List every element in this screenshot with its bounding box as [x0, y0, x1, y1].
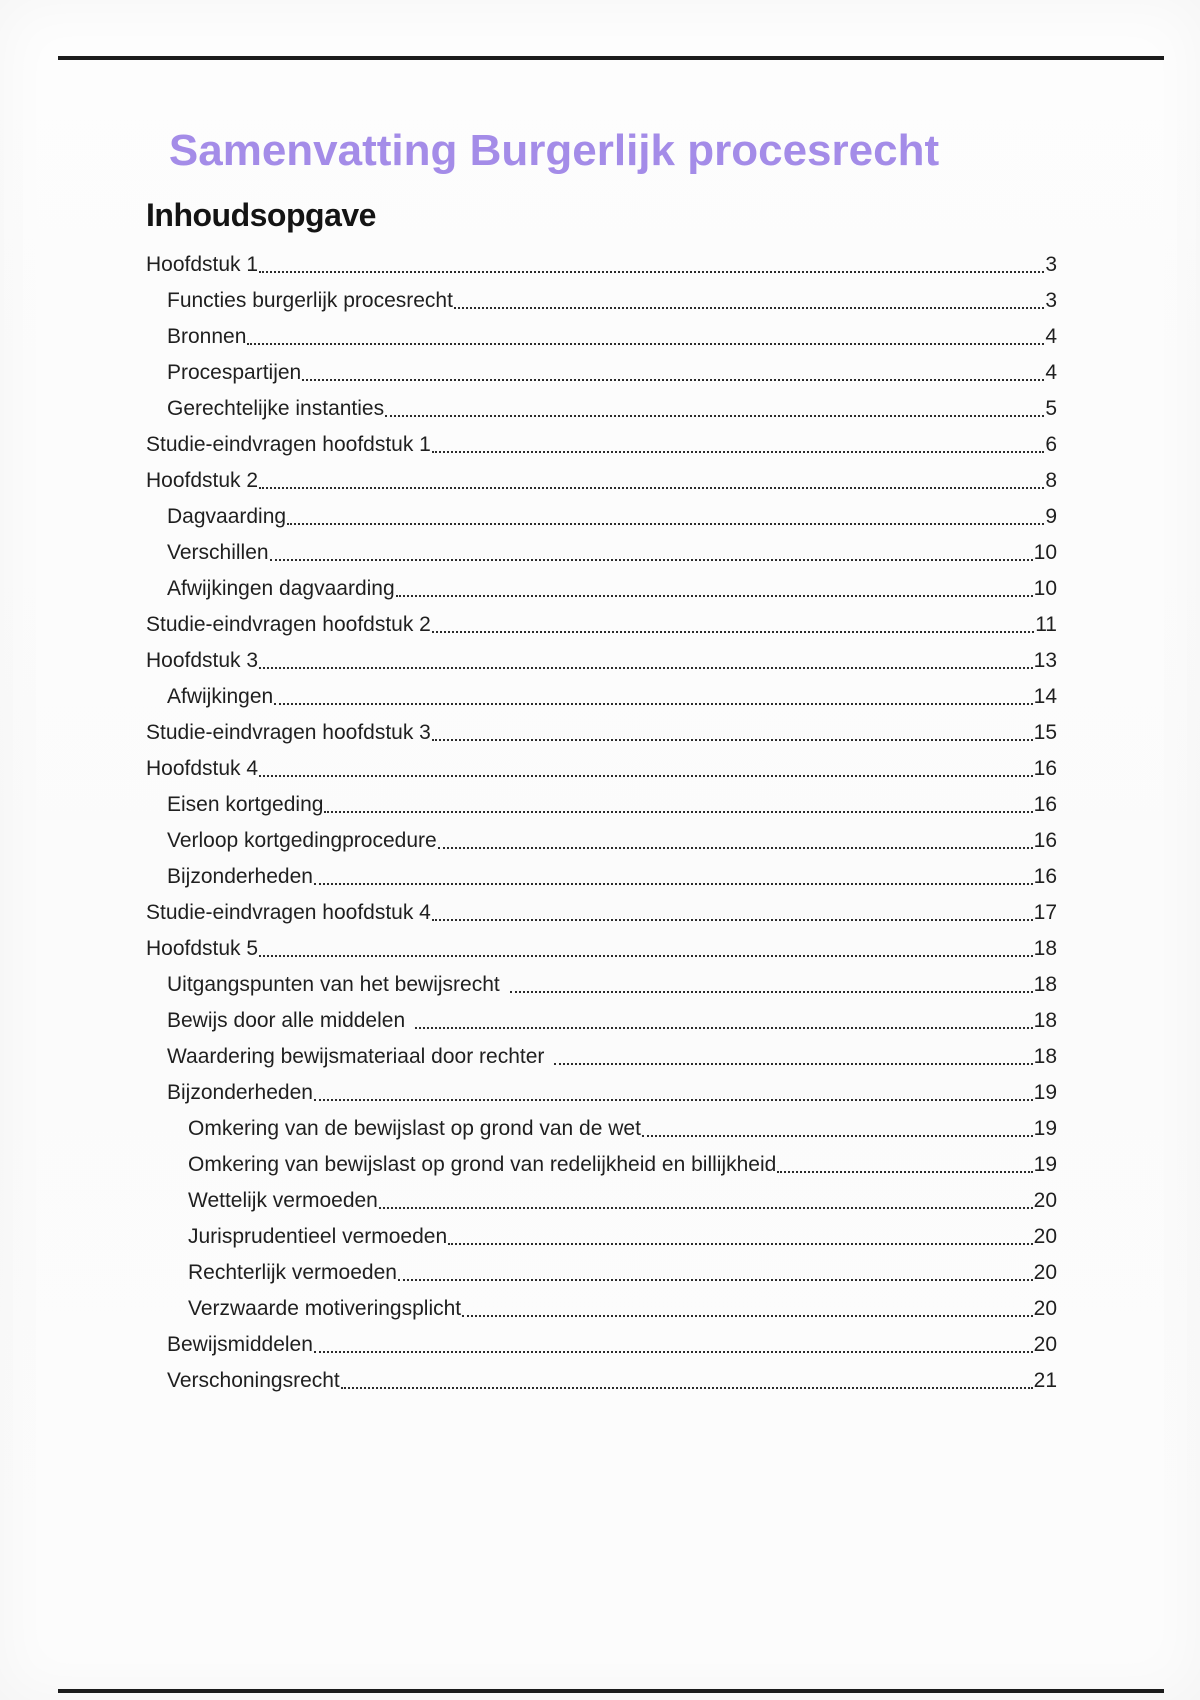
toc-leader-dots: [448, 1243, 1032, 1245]
toc-entry-page: 21: [1033, 1369, 1057, 1392]
toc-entry-page: 15: [1033, 721, 1057, 744]
toc-entry-label: Bijzonderheden: [167, 865, 313, 888]
toc-leader-dots: [314, 883, 1033, 885]
toc-entry-page: 20: [1033, 1225, 1057, 1248]
toc-leader-dots: [259, 667, 1033, 669]
toc-entry-page: 13: [1033, 649, 1057, 672]
toc-entry-page: 18: [1033, 937, 1057, 960]
toc-entry-label: Afwijkingen: [167, 685, 274, 708]
toc-entry-label: Verzwaarde motiveringsplicht: [188, 1297, 462, 1320]
toc-entry: [146, 648, 1057, 673]
toc-entry: [146, 576, 1057, 601]
toc-entry-page: 19: [1033, 1081, 1057, 1104]
toc-entry-page: 20: [1033, 1189, 1057, 1212]
toc-entry: [146, 1224, 1057, 1249]
toc-leader-dots: [462, 1315, 1033, 1317]
toc-entry: [146, 360, 1057, 385]
toc-entry-label: Rechterlijk vermoeden: [188, 1261, 397, 1284]
toc-leader-dots: [432, 631, 1034, 633]
toc-entry-label: Functies burgerlijk procesrecht: [167, 289, 453, 312]
toc-entry-label: Hoofdstuk 4: [146, 757, 259, 780]
table-of-contents: [146, 252, 1057, 1404]
toc-entry-page: 16: [1033, 757, 1057, 780]
toc-entry-label: Hoofdstuk 1: [146, 253, 259, 276]
toc-entry-label: Gerechtelijke instanties: [167, 397, 385, 420]
toc-entry-label: Procespartijen: [167, 361, 302, 384]
toc-entry: [146, 324, 1057, 349]
toc-entry-label: Studie-eindvragen hoofdstuk 3: [146, 721, 431, 744]
toc-entry-label: Verschoningsrecht: [167, 1369, 340, 1392]
toc-entry-page: 8: [1045, 469, 1057, 492]
toc-entry-page: 4: [1045, 361, 1057, 384]
toc-entry-page: 14: [1033, 685, 1057, 708]
toc-entry-label: Bewijs door alle middelen: [167, 1009, 406, 1032]
toc-entry: [146, 396, 1057, 421]
toc-entry-label: Studie-eindvragen hoofdstuk 4: [146, 901, 431, 924]
toc-entry-label: Bijzonderheden: [167, 1081, 313, 1104]
toc-leader-dots: [642, 1135, 1033, 1137]
toc-entry: [146, 468, 1057, 493]
toc-leader-dots: [341, 1387, 1033, 1389]
toc-leader-dots: [777, 1171, 1032, 1173]
toc-entry: [146, 1368, 1057, 1393]
toc-entry: [146, 792, 1057, 817]
toc-entry: [146, 684, 1057, 709]
toc-entry: [146, 1008, 1057, 1033]
toc-entry: [146, 1152, 1057, 1177]
toc-entry-page: 10: [1033, 541, 1057, 564]
toc-leader-dots: [554, 1063, 1032, 1065]
toc-entry-label: Hoofdstuk 2: [146, 469, 259, 492]
toc-entry-label: Verschillen: [167, 541, 269, 564]
toc-entry-label: Bronnen: [167, 325, 247, 348]
toc-entry: [146, 1332, 1057, 1357]
toc-entry-page: 19: [1033, 1117, 1057, 1140]
toc-entry-page: 11: [1035, 613, 1057, 636]
toc-entry: [146, 1080, 1057, 1105]
toc-entry: [146, 504, 1057, 529]
toc-leader-dots: [432, 739, 1033, 741]
document-title: Samenvatting Burgerlijk procesrecht: [168, 126, 940, 175]
toc-leader-dots: [259, 271, 1044, 273]
toc-entry: [146, 1296, 1057, 1321]
toc-entry-label: Hoofdstuk 5: [146, 937, 259, 960]
toc-entry: [146, 828, 1057, 853]
toc-entry: [146, 288, 1057, 313]
toc-leader-dots: [302, 379, 1044, 381]
toc-entry-page: 3: [1045, 253, 1057, 276]
toc-entry-page: 20: [1033, 1333, 1057, 1356]
toc-leader-dots: [385, 415, 1044, 417]
toc-entry: [146, 432, 1057, 457]
toc-leader-dots: [247, 343, 1044, 345]
toc-leader-dots: [438, 847, 1033, 849]
toc-entry-page: 18: [1033, 1045, 1057, 1068]
toc-entry: [146, 1188, 1057, 1213]
toc-entry-label: Eisen kortgeding: [167, 793, 324, 816]
toc-heading: Inhoudsopgave: [146, 197, 376, 233]
toc-leader-dots: [396, 595, 1033, 597]
toc-leader-dots: [510, 991, 1033, 993]
toc-entry: [146, 720, 1057, 745]
toc-leader-dots: [432, 451, 1044, 453]
toc-leader-dots: [287, 523, 1044, 525]
toc-entry: [146, 756, 1057, 781]
toc-entry: [146, 1116, 1057, 1141]
toc-leader-dots: [314, 1099, 1033, 1101]
toc-entry-label: Afwijkingen dagvaarding: [167, 577, 395, 600]
toc-entry-label: Dagvaarding: [167, 505, 287, 528]
toc-entry-label: Jurisprudentieel vermoeden: [188, 1225, 448, 1248]
toc-leader-dots: [259, 775, 1033, 777]
toc-entry-label: Waardering bewijsmateriaal door rechter: [167, 1045, 545, 1068]
toc-entry-page: 5: [1045, 397, 1057, 420]
top-divider: [58, 56, 1164, 60]
toc-leader-dots: [432, 919, 1033, 921]
toc-entry-page: 6: [1045, 433, 1057, 456]
toc-entry-page: 10: [1033, 577, 1057, 600]
toc-leader-dots: [398, 1279, 1033, 1281]
toc-entry: [146, 1260, 1057, 1285]
toc-entry-label: Omkering van bewijslast op grond van redelijkheid en billijkheid: [188, 1153, 777, 1176]
toc-entry: [146, 540, 1057, 565]
toc-entry-page: 9: [1045, 505, 1057, 528]
toc-entry-label: Bewijsmiddelen: [167, 1333, 313, 1356]
toc-leader-dots: [274, 703, 1032, 705]
toc-entry-label: Omkering van de bewijslast op grond van de wet: [188, 1117, 641, 1140]
toc-entry-label: Uitgangspunten van het bewijsrecht: [167, 973, 500, 996]
toc-entry-label: Wettelijk vermoeden: [188, 1189, 378, 1212]
toc-leader-dots: [259, 955, 1033, 957]
bottom-divider: [58, 1689, 1164, 1693]
toc-entry-page: 20: [1033, 1297, 1057, 1320]
toc-entry-page: 20: [1033, 1261, 1057, 1284]
toc-entry: [146, 252, 1057, 277]
toc-entry-page: 16: [1033, 829, 1057, 852]
toc-entry-page: 4: [1045, 325, 1057, 348]
toc-entry-page: 16: [1033, 865, 1057, 888]
toc-entry-label: Hoofdstuk 3: [146, 649, 259, 672]
toc-entry: [146, 1044, 1057, 1069]
toc-entry-label: Verloop kortgedingprocedure: [167, 829, 437, 852]
toc-entry-page: 18: [1033, 1009, 1057, 1032]
toc-leader-dots: [259, 487, 1044, 489]
toc-entry: [146, 972, 1057, 997]
toc-leader-dots: [415, 1027, 1033, 1029]
toc-leader-dots: [324, 811, 1032, 813]
toc-entry-page: 3: [1045, 289, 1057, 312]
toc-leader-dots: [454, 307, 1044, 309]
toc-entry: [146, 900, 1057, 925]
toc-entry: [146, 936, 1057, 961]
toc-entry-page: 16: [1033, 793, 1057, 816]
toc-entry-page: 18: [1033, 973, 1057, 996]
toc-leader-dots: [270, 559, 1033, 561]
toc-entry-page: 17: [1033, 901, 1057, 924]
toc-entry: [146, 612, 1057, 637]
toc-leader-dots: [314, 1351, 1033, 1353]
toc-leader-dots: [379, 1207, 1033, 1209]
toc-entry: [146, 864, 1057, 889]
toc-entry-label: Studie-eindvragen hoofdstuk 1: [146, 433, 431, 456]
toc-entry-page: 19: [1033, 1153, 1057, 1176]
toc-entry-label: Studie-eindvragen hoofdstuk 2: [146, 613, 431, 636]
